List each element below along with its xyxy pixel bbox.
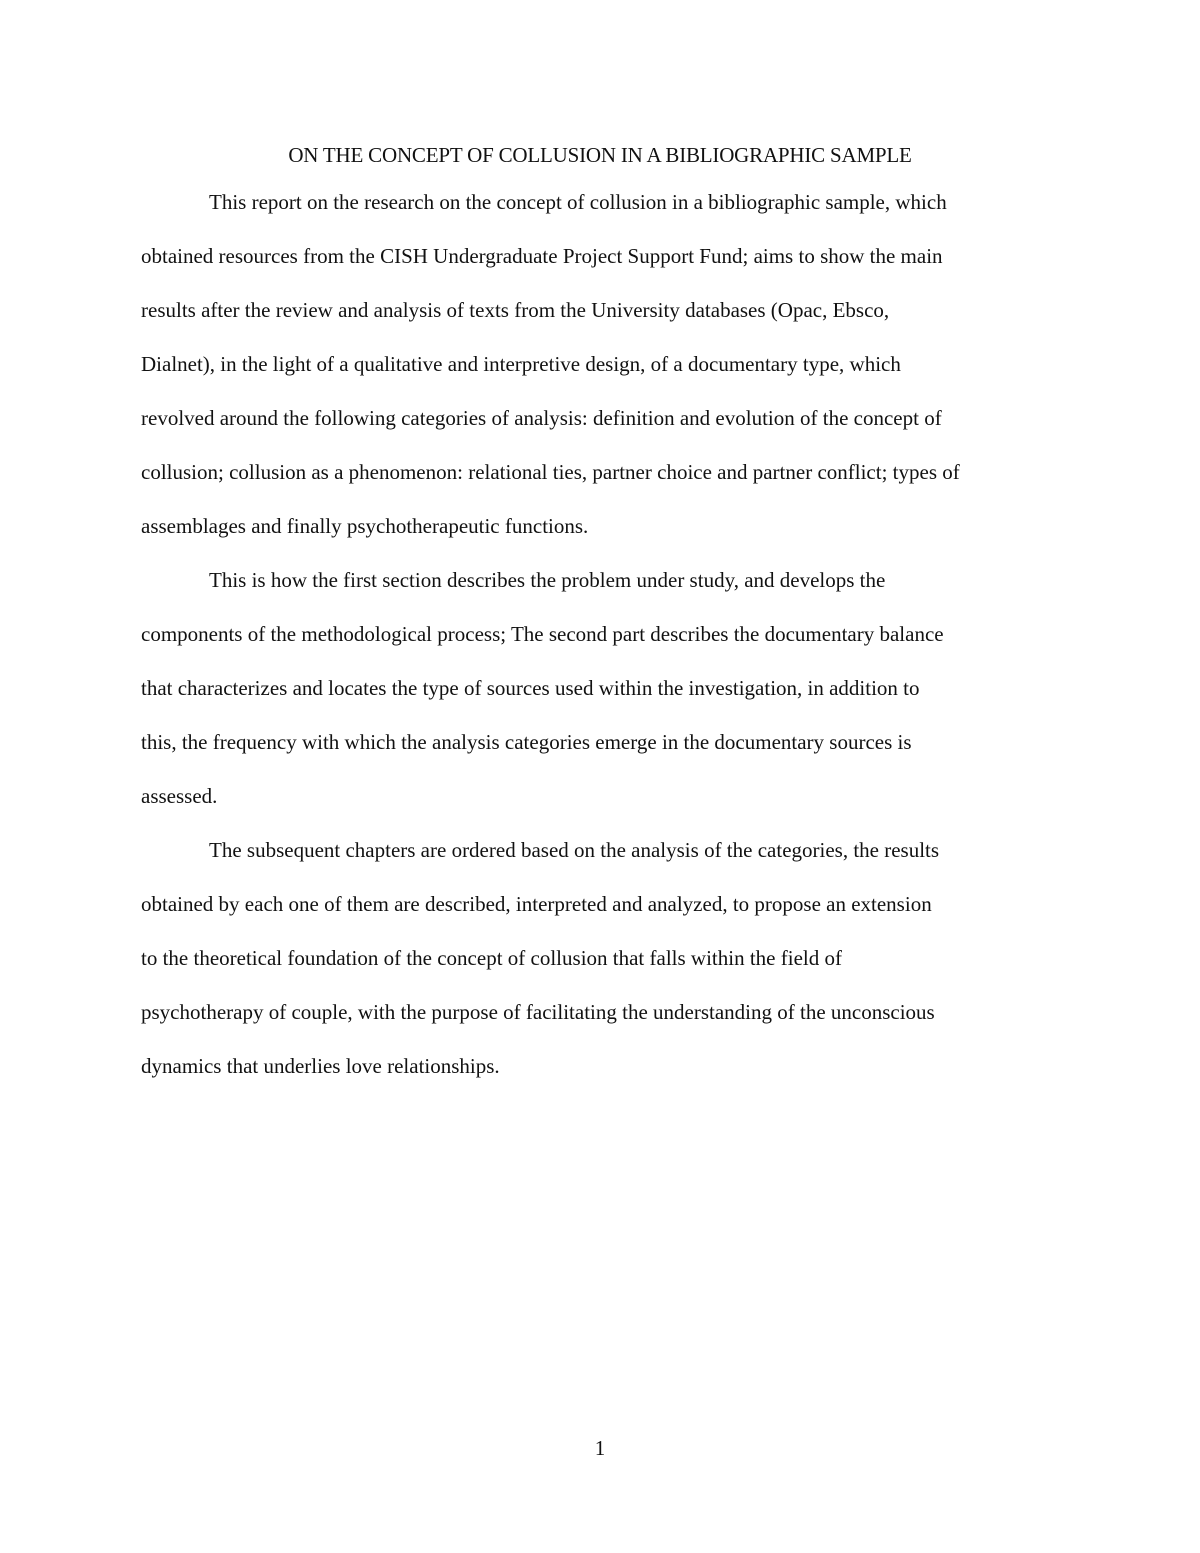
page-number: 1 <box>594 1436 606 1460</box>
paragraph-line: obtained by each one of them are described, interpreted and analyzed, to propose an extension <box>141 892 932 916</box>
paragraph-line: collusion; collusion as a phenomenon: relational ties, partner choice and partner conflict; types of <box>141 460 960 484</box>
document-title: ON THE CONCEPT OF COLLUSION IN A BIBLIOGRAPHIC SAMPLE <box>288 143 912 167</box>
paragraph-1 <box>141 188 1066 566</box>
paragraph-line: assessed. <box>141 784 218 808</box>
paragraph-line: components of the methodological process; The second part describes the documentary balance <box>141 622 944 646</box>
paragraph-line: obtained resources from the CISH Undergraduate Project Support Fund; aims to show the main <box>141 244 943 268</box>
paragraph-2 <box>141 566 1066 836</box>
document-body <box>141 188 1066 1106</box>
paragraph-line: assemblages and finally psychotherapeutic functions. <box>141 514 589 538</box>
paragraph-line: that characterizes and locates the type of sources used within the investigation, in addition to <box>141 676 920 700</box>
paragraph-line: Dialnet), in the light of a qualitative and interpretive design, of a documentary type, which <box>141 352 901 376</box>
paragraph-3 <box>141 836 1066 1106</box>
paragraph-line: psychotherapy of couple, with the purpose of facilitating the understanding of the unconscious <box>141 1000 935 1024</box>
paragraph-line: dynamics that underlies love relationships. <box>141 1054 500 1078</box>
paragraph-line: This is how the first section describes the problem under study, and develops the <box>209 568 886 592</box>
paragraph-line: to the theoretical foundation of the concept of collusion that falls within the field of <box>141 946 842 970</box>
paragraph-line: this, the frequency with which the analysis categories emerge in the documentary sources is <box>141 730 912 754</box>
paragraph-line: This report on the research on the concept of collusion in a bibliographic sample, which <box>209 190 947 214</box>
paragraph-line: revolved around the following categories of analysis: definition and evolution of the concept of <box>141 406 942 430</box>
paragraph-line: results after the review and analysis of texts from the University databases (Opac, Ebsco, <box>141 298 890 322</box>
paragraph-line: The subsequent chapters are ordered based on the analysis of the categories, the results <box>209 838 940 862</box>
